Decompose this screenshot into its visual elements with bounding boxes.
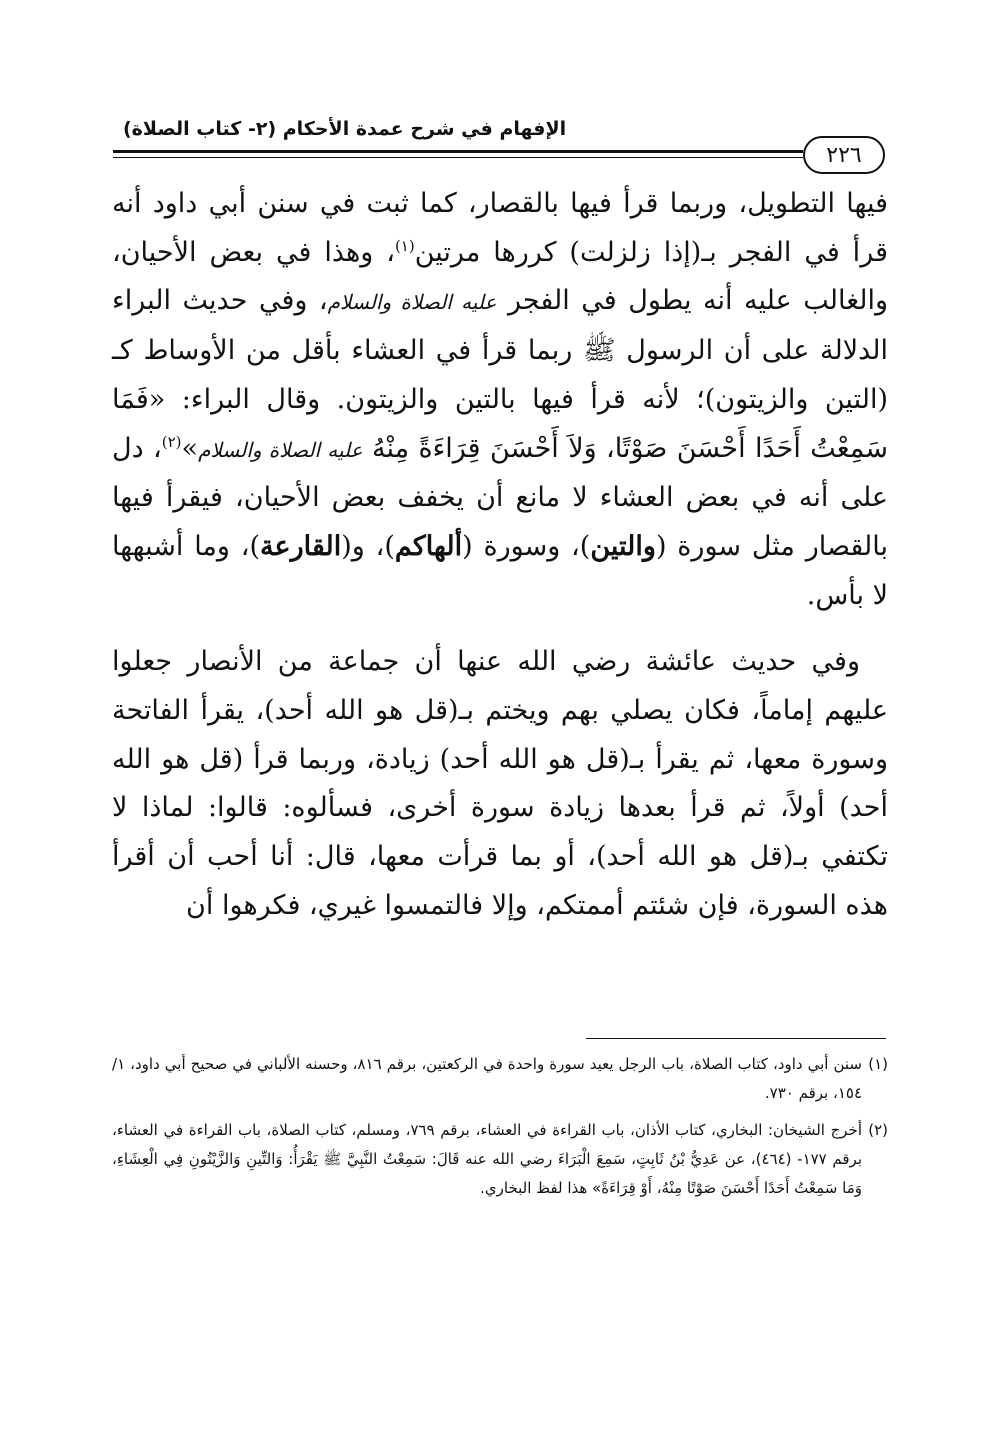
header-rule-thick <box>113 150 803 153</box>
page-header <box>113 108 888 176</box>
paragraph-2: وفي حديث عائشة رضي الله عنها أن جماعة من الأنصار جعلوا عليهم إماماً، فكان يصلي بهم ويختم بـ(قل هو الله أحد)، يقرأ الفاتحة وسورة معها، ثم يقرأ بـ(قل هو الله أحد) زيادة، وربما قرأ (قل هو الله أحد) أولاً، ثم قرأ بعدها زيادة سورة أخرى، فسألوه: قالوا: لماذا لا تكتفي بـ(قل هو الله أحد)، أو بما قرأت معها، قال: أنا أحب أن أقرأ هذه السورة، فإن شئتم أممتكم، وإلا فالتمسوا غيري، فكرهوا أن <box>112 646 888 921</box>
footnote-text: سنن أبي داود، كتاب الصلاة، باب الرجل يعيد سورة واحدة في الركعتين، برقم ٨١٦، وحسنه الألباني في صحيح أبي داود، ١/ ١٥٤، برقم ٧٣٠. <box>112 1055 862 1102</box>
text-run: » <box>181 432 199 464</box>
footnote-number: (٢) <box>868 1121 888 1139</box>
footnote-ref-1[interactable]: (١) <box>394 236 415 255</box>
header-rule-thin <box>113 157 803 158</box>
honorific-phrase: عليه الصلاة والسلام <box>327 290 497 315</box>
text-run: ، وهذا في بعض الأحيان، والغالب عليه أنه يطول في الفجر <box>112 236 888 317</box>
running-header-title: الإفهام في شرح عمدة الأحكام (٢- كتاب الصلاة) <box>123 118 567 140</box>
footnote-number: (١) <box>868 1055 888 1073</box>
page-number: ٢٢٦ <box>803 136 885 174</box>
footnote-text: أخرج الشيخان: البخاري، كتاب الأذان، باب القراءة في العشاء، برقم ٧٦٩، ومسلم، كتاب الصلاة، باب القراءة في العشاء، برقم ١٧٧- (٤٦٤)، عن عَدِيُّ بْنُ ثَابِتٍ، سَمِعَ الْبَرَاءَ رضي الله عنه قَالَ: سَمِعْتُ النَّبِيَّ ﷺ يَقْرَأُ: وَالتِّينِ وَالزَّيْتُونِ فِي الْعِشَاءِ، وَمَا سَمِعْتُ أَحَدًا أَحْسَنَ صَوْتًا مِنْهُ، أَوْ قِرَاءَةً» هذا لفظ البخاري. <box>112 1121 862 1197</box>
surah-name-bold: القارعة <box>259 530 342 562</box>
footnote-ref-2[interactable]: (٢) <box>161 432 182 451</box>
text-run: ، وفي حديث البراء الدلالة على أن الرسول ﷺ ربما قرأ في العشاء بأقل من الأوساط كـ (التين والزيتون)؛ لأنه قرأ فيها بالتين والزيتون. وقال البراء: «فَمَا سَمِعْتُ أَحَدًا أَحْسَنَ صَوْتًا، وَلاَ أَحْسَنَ قِرَاءَةً مِنْهُ <box>112 285 888 464</box>
text-run: ، دل على أنه في بعض العشاء لا مانع أن يخفف بعض الأحيان، فيقرأ فيها بالقصار مثل سورة ( <box>112 432 889 562</box>
text-run: )، وما أشبهها لا بأس. <box>112 530 888 611</box>
paragraph-1 <box>112 180 888 620</box>
honorific-phrase: عليه الصلاة والسلام <box>198 437 363 462</box>
footnote-2 <box>112 1116 888 1203</box>
surah-name-bold: ألهاكم <box>394 530 463 562</box>
text-run: )، و( <box>341 530 395 562</box>
surah-name-bold: والتين <box>590 530 656 562</box>
main-text <box>112 180 888 931</box>
text-run: فيها التطويل، وربما قرأ فيها بالقصار، كما ثبت في سنن أبي داود أنه قرأ في الفجر بـ(إذا زلزلت) كررها مرتين <box>112 188 888 268</box>
footnotes <box>112 1050 888 1211</box>
footnote-1 <box>112 1050 888 1108</box>
text-run: )، وسورة ( <box>462 530 591 562</box>
footnote-separator <box>586 1038 886 1039</box>
